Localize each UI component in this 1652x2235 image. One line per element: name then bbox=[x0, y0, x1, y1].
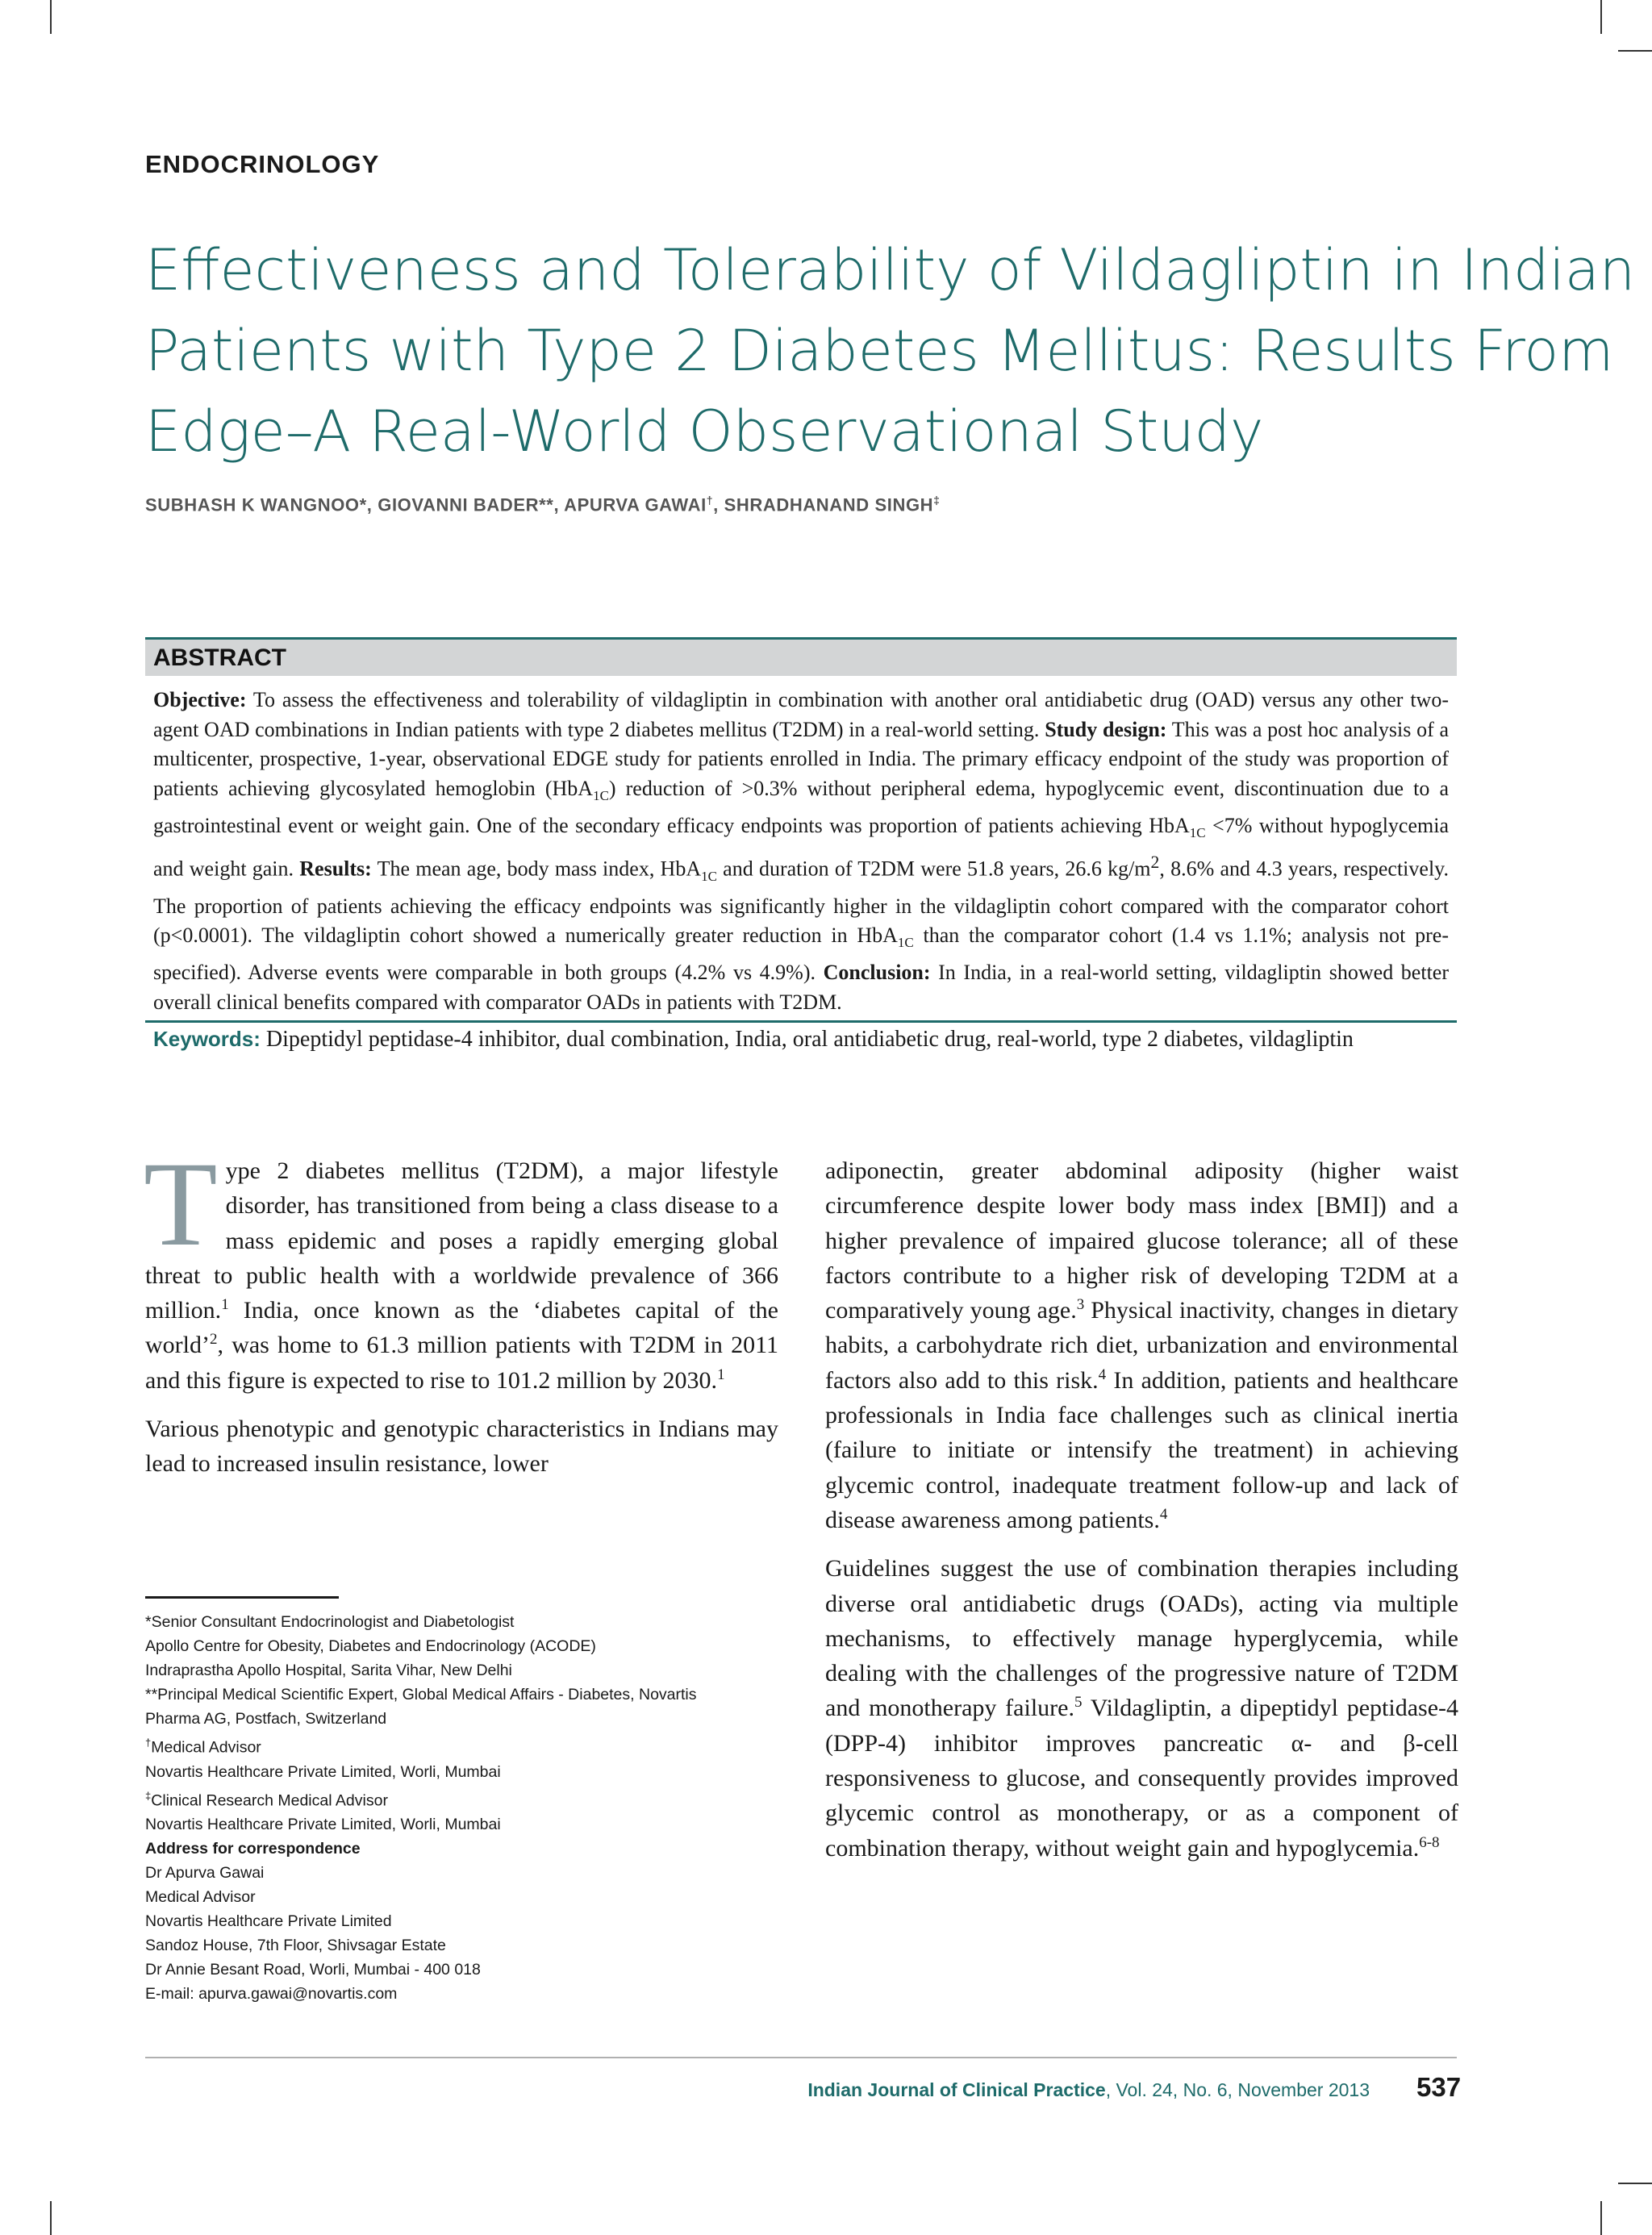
results-sub-2: 1C bbox=[897, 935, 914, 951]
footnote-line: **Principal Medical Scientific Expert, Global Medical Affairs - Diabetes, Novartis bbox=[145, 1686, 697, 1703]
journal-issue: , Vol. 24, No. 6, November 2013 bbox=[1105, 2079, 1370, 2100]
author-2: GIOVANNI BADER**, bbox=[378, 494, 565, 515]
left-p1-text-a: ype 2 diabetes mellitus (T2DM), a major lifestyle disorder, has transitioned from being a class disease to a mass epidemic and poses a rapidly emerging global threat to public health with a worldwide prevalence of 366 million. bbox=[145, 1157, 778, 1324]
right-paragraph-1 bbox=[825, 1153, 1458, 1537]
footnote-text: Clinical Research Medical Advisor bbox=[151, 1791, 388, 1809]
author-4-mark: ‡ bbox=[933, 494, 941, 507]
design-text-1: This was a post hoc analysis of a multicenter, prospective, 1-year, observational EDGE study for patients enrolled in India. The primary efficacy endpoint of the study was proportion of patients achieving glycosylated hemoglobin (HbA bbox=[153, 717, 1450, 800]
results-text-3: , 8.6% and 4.3 years, respectively. The proportion of patients achieving the efficacy endpoints was significantly higher in the vildagliptin cohort compared with the comparator cohort (p<0.0001). The vildagliptin cohort showed a numerically greater reduction in HbA bbox=[153, 857, 1449, 948]
title-line-3: Edge–A Real-World Observational Study bbox=[145, 398, 1264, 465]
left-paragraph-1 bbox=[144, 1137, 778, 1398]
footnote-line: Dr Annie Besant Road, Worli, Mumbai - 400 018 bbox=[145, 1961, 481, 1979]
ref-1: 1 bbox=[221, 1296, 229, 1314]
left-p1-text-b: India, once known as the ‘diabetes capital of the world’ bbox=[145, 1297, 778, 1359]
footnote-line bbox=[145, 1784, 791, 1813]
title-line-2: Patients with Type 2 Diabetes Mellitus: Results From bbox=[145, 318, 1614, 384]
abstract-header: ABSTRACT bbox=[145, 637, 1457, 676]
article-title bbox=[145, 230, 1636, 472]
author-list bbox=[145, 494, 941, 515]
footnote-line: Indraprastha Apollo Hospital, Sarita Vihar, New Delhi bbox=[145, 1662, 512, 1679]
ref-2: 2 bbox=[209, 1331, 218, 1349]
body-column-left bbox=[144, 1137, 778, 1495]
left-paragraph-2: Various phenotypic and genotypic characteristics in Indians may lead to increased insulin resistance, lower bbox=[145, 1416, 778, 1478]
dagger-mark: † bbox=[145, 1737, 152, 1749]
keywords-label: Keywords: bbox=[153, 1027, 261, 1051]
footnote-line: Novartis Healthcare Private Limited bbox=[145, 1912, 392, 1930]
crop-mark-bottom-right bbox=[1600, 2201, 1602, 2235]
results-sup: 2 bbox=[1150, 853, 1160, 873]
double-dagger-mark: ‡ bbox=[145, 1789, 152, 1802]
section-label: ENDOCRINOLOGY bbox=[145, 150, 380, 178]
ref-4: 3 bbox=[1076, 1296, 1085, 1314]
design-label: Study design: bbox=[1045, 717, 1167, 741]
journal-name: Indian Journal of Clinical Practice bbox=[807, 2079, 1106, 2100]
footnote-text: Medical Advisor bbox=[151, 1738, 261, 1757]
page-number: 537 bbox=[1416, 2072, 1462, 2102]
footnote-line: Novartis Healthcare Private Limited, Worli, Mumbai bbox=[145, 1816, 501, 1833]
crop-mark-right-bottom-h bbox=[1618, 2183, 1652, 2184]
right-p1-text-a: adiponectin, greater abdominal adiposity (higher waist circumference despite lower body mass index [BMI]) and a higher prevalence of impaired glucose tolerance; all of these factors contribute to a higher risk of developing T2DM at a comparatively young age. bbox=[825, 1157, 1458, 1324]
ref-5: 4 bbox=[1098, 1366, 1107, 1383]
author-4: SHRADHANAND SINGH bbox=[724, 494, 934, 515]
conclusion-text: In India, in a real-world setting, vildagliptin showed better overall clinical benefits compared with comparator OADs in patients with T2DM. bbox=[153, 961, 1449, 1014]
right-paragraph-2 bbox=[825, 1551, 1458, 1866]
drop-cap: T bbox=[144, 1137, 218, 1271]
footnote-line: Medical Advisor bbox=[145, 1888, 256, 1906]
footer-divider bbox=[145, 2057, 1457, 2058]
conclusion-label: Conclusion: bbox=[823, 961, 931, 985]
objective-label: Objective: bbox=[153, 688, 247, 711]
journal-citation bbox=[807, 2079, 1370, 2101]
footnote-line: *Senior Consultant Endocrinologist and Diabetologist bbox=[145, 1613, 515, 1631]
keywords bbox=[153, 1023, 1412, 1056]
left-p1-text-c: , was home to 61.3 million patients with T2DM in 2011 and this figure is expected to rise to 101.2 million by 2030. bbox=[145, 1332, 778, 1394]
results-text-4: than the comparator cohort (1.4 vs 1.1%; analysis not pre-specified). Adverse events were comparable in both groups (4.2% vs 4.9%). bbox=[153, 924, 1449, 985]
crop-mark-top-left bbox=[50, 0, 52, 34]
abstract-box bbox=[145, 637, 1457, 1023]
ref-8: 6-8 bbox=[1419, 1833, 1440, 1851]
ref-6: 4 bbox=[1159, 1505, 1168, 1523]
author-footnotes bbox=[145, 1610, 791, 2006]
ref-3: 1 bbox=[717, 1366, 725, 1383]
design-sub-1: 1C bbox=[593, 787, 609, 803]
footnote-line: Sandoz House, 7th Floor, Shivsagar Estate bbox=[145, 1937, 446, 1954]
crop-mark-bottom-left bbox=[50, 2201, 52, 2235]
right-p2-text-a: Guidelines suggest the use of combination therapies including diverse oral antidiabetic drugs (OADs), acting via multiple mechanisms, to effectively manage hyperglycemia, while dealing with the challenges of the progressive nature of T2DM and monotherapy failure. bbox=[825, 1555, 1458, 1722]
author-1: SUBHASH K WANGNOO*, bbox=[145, 494, 378, 515]
footnote-line: Novartis Healthcare Private Limited, Worli, Mumbai bbox=[145, 1762, 501, 1781]
abstract-body bbox=[145, 676, 1457, 1023]
crop-mark-right-top-h bbox=[1618, 50, 1652, 52]
ref-7: 5 bbox=[1074, 1694, 1083, 1712]
footnote-divider bbox=[145, 1596, 339, 1599]
design-text-2: ) reduction of >0.3% without peripheral edema, hypoglycemic event, discontinuation due to a gastrointestinal event or weight gain. One of the secondary efficacy endpoints was proportion of patients achieving HbA bbox=[153, 776, 1449, 837]
design-text-3: <7% without hypoglycemia and weight gain. bbox=[153, 813, 1449, 881]
results-sub-1: 1C bbox=[701, 869, 717, 885]
author-3: APURVA GAWAI bbox=[564, 494, 707, 515]
right-p1-text-b: Physical inactivity, changes in dietary habits, a carbohydrate rich diet, urbanization and environmental factors also add to this risk. bbox=[825, 1297, 1458, 1394]
correspondence-label: Address for correspondence bbox=[145, 1840, 361, 1858]
title-line-1: Effectiveness and Tolerability of Vildagliptin in Indian bbox=[145, 237, 1636, 303]
results-text-2: and duration of T2DM were 51.8 years, 26.6 kg/m bbox=[716, 857, 1151, 881]
objective-text: To assess the effectiveness and tolerability of vildagliptin in combination with another oral antidiabetic drug (OAD) versus any other two-agent OAD combinations in Indian patients with type 2 diabetes mellitus (T2DM) in a real-world setting. bbox=[153, 688, 1449, 741]
design-sub-2: 1C bbox=[1189, 824, 1206, 840]
body-column-right bbox=[825, 1153, 1458, 1879]
results-text-1: The mean age, body mass index, HbA bbox=[371, 857, 702, 881]
footnote-line: Apollo Centre for Obesity, Diabetes and Endocrinology (ACODE) bbox=[145, 1637, 596, 1655]
right-p1-text-c: In addition, patients and healthcare professionals in India face challenges such as clinical inertia (failure to initiate or intensify the treatment) in achieving glycemic control, inadequate treatment follow-up and lack of disease awareness among patients. bbox=[825, 1366, 1458, 1533]
results-label: Results: bbox=[299, 857, 372, 881]
keywords-text: Dipeptidyl peptidase-4 inhibitor, dual combination, India, oral antidiabetic drug, real-world, type 2 diabetes, vildagliptin bbox=[260, 1027, 1354, 1052]
footnote-line: Pharma AG, Postfach, Switzerland bbox=[145, 1710, 387, 1728]
crop-mark-top-right bbox=[1600, 0, 1602, 34]
footnote-line bbox=[145, 1731, 791, 1760]
right-p2-text-b: Vildagliptin, a dipeptidyl peptidase-4 (DPP-4) inhibitor improves pancreatic α- and β-cell responsiveness to glucose, and consequently provides improved glycemic control as monotherapy, or as a component of combination therapy, without weight gain and hypoglycemia. bbox=[825, 1695, 1459, 1862]
correspondence-heading bbox=[145, 1837, 791, 1861]
author-separator: , bbox=[713, 494, 724, 515]
footnote-line: Dr Apurva Gawai bbox=[145, 1864, 265, 1882]
author-3-mark: † bbox=[706, 494, 714, 507]
email-line: E-mail: apurva.gawai@novartis.com bbox=[145, 1985, 398, 2003]
